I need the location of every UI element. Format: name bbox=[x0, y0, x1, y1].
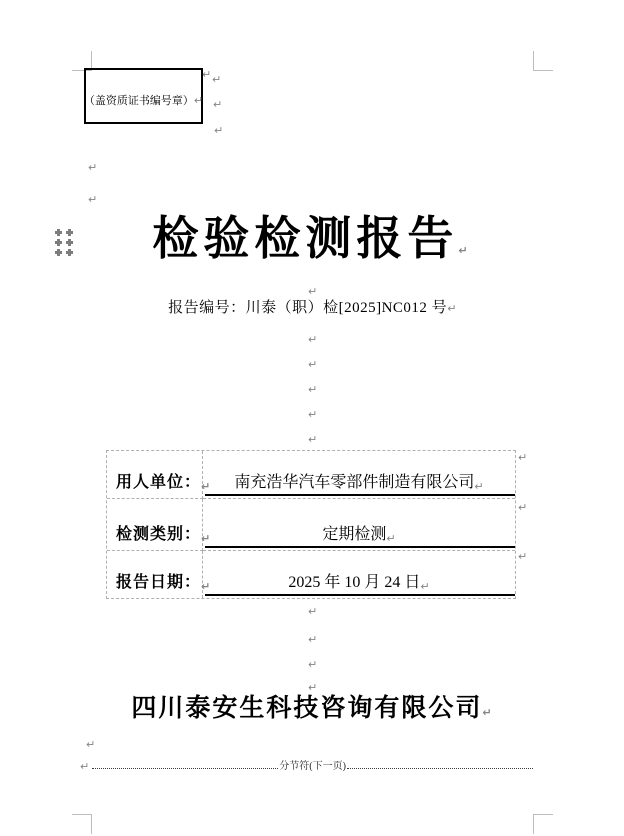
paragraph-mark: ↵ bbox=[447, 302, 457, 315]
paragraph-mark: ↵ bbox=[308, 681, 318, 694]
paragraph-mark: ↵ bbox=[86, 738, 96, 751]
section-break-dots-right bbox=[347, 768, 533, 769]
paragraph-mark: ↵ bbox=[202, 68, 212, 81]
paragraph-mark: ↵ bbox=[308, 408, 318, 421]
field-value-employer[interactable] bbox=[203, 451, 515, 499]
row-end-mark: ↵ bbox=[518, 501, 528, 514]
drag-handle-dots[interactable] bbox=[55, 229, 77, 259]
section-break bbox=[80, 757, 533, 773]
report-title: 检验检测报告 bbox=[152, 213, 459, 264]
margin-crop-mark-bottom-right bbox=[533, 814, 553, 834]
paragraph-mark: ↵ bbox=[88, 161, 98, 174]
dot-cross-icon bbox=[66, 239, 73, 246]
info-table bbox=[106, 450, 516, 599]
section-break-dots-left bbox=[92, 768, 278, 769]
paragraph-mark: ↵ bbox=[482, 706, 494, 719]
cell-end-mark: ↵ bbox=[386, 532, 396, 545]
field-label-text: 用人单位： bbox=[116, 474, 202, 491]
margin-crop-mark-top-right bbox=[533, 51, 553, 71]
paragraph-mark: ↵ bbox=[80, 760, 90, 773]
paragraph-mark: ↵ bbox=[212, 73, 222, 86]
field-label-report-date[interactable] bbox=[107, 551, 212, 598]
paragraph-mark: ↵ bbox=[308, 285, 318, 298]
report-title-line[interactable] bbox=[92, 214, 533, 265]
paragraph-mark: ↵ bbox=[308, 383, 318, 396]
cell-end-mark: ↵ bbox=[201, 532, 212, 545]
dot-cross-icon bbox=[55, 249, 62, 256]
paragraph-mark: ↵ bbox=[308, 658, 318, 671]
cell-end-mark: ↵ bbox=[201, 480, 212, 493]
section-break-label: 分节符(下一页) bbox=[279, 761, 346, 772]
cell-end-mark: ↵ bbox=[420, 580, 430, 593]
company-name: 四川泰安生科技咨询有限公司 bbox=[131, 695, 483, 722]
field-value-test-type[interactable] bbox=[203, 499, 515, 551]
paragraph-mark: ↵ bbox=[308, 358, 318, 371]
field-label-text: 检测类别： bbox=[116, 526, 202, 543]
paragraph-mark: ↵ bbox=[308, 633, 318, 646]
value-underline bbox=[205, 594, 515, 596]
value-underline bbox=[205, 494, 515, 496]
paragraph-mark: ↵ bbox=[308, 605, 318, 618]
stamp-box[interactable] bbox=[84, 68, 203, 124]
field-value-report-date[interactable] bbox=[203, 551, 515, 598]
report-number: 报告编号：川泰（职）检[2025]NC012 号 bbox=[168, 300, 448, 316]
paragraph-mark: ↵ bbox=[213, 98, 223, 111]
stamp-box-label: （盖资质证书编号章） bbox=[83, 95, 194, 107]
report-number-line[interactable] bbox=[92, 296, 533, 317]
paragraph-mark: ↵ bbox=[308, 333, 318, 346]
field-value-text: 定期检测 bbox=[322, 526, 387, 543]
row-end-mark: ↵ bbox=[518, 550, 528, 563]
margin-crop-mark-bottom-left bbox=[72, 814, 92, 834]
paragraph-mark: ↵ bbox=[458, 244, 473, 257]
field-label-text: 报告日期： bbox=[116, 574, 202, 591]
field-label-test-type[interactable] bbox=[107, 499, 212, 551]
field-value-text: 2025 年 10 月 24 日 bbox=[288, 574, 421, 591]
dot-cross-icon bbox=[55, 239, 62, 246]
cell-end-mark: ↵ bbox=[201, 580, 212, 593]
paragraph-mark: ↵ bbox=[308, 433, 318, 446]
paragraph-mark: ↵ bbox=[193, 93, 204, 107]
dot-cross-icon bbox=[66, 249, 73, 256]
value-underline bbox=[205, 546, 515, 548]
row-end-mark: ↵ bbox=[518, 451, 528, 464]
dot-cross-icon bbox=[66, 229, 73, 236]
dot-cross-icon bbox=[55, 229, 62, 236]
paragraph-mark: ↵ bbox=[88, 193, 98, 206]
paragraph-mark: ↵ bbox=[214, 124, 224, 137]
field-value-text: 南充浩华汽车零部件制造有限公司 bbox=[234, 474, 475, 491]
cell-end-mark: ↵ bbox=[474, 480, 484, 493]
company-name-line[interactable] bbox=[92, 688, 533, 724]
field-label-employer[interactable] bbox=[107, 451, 212, 499]
